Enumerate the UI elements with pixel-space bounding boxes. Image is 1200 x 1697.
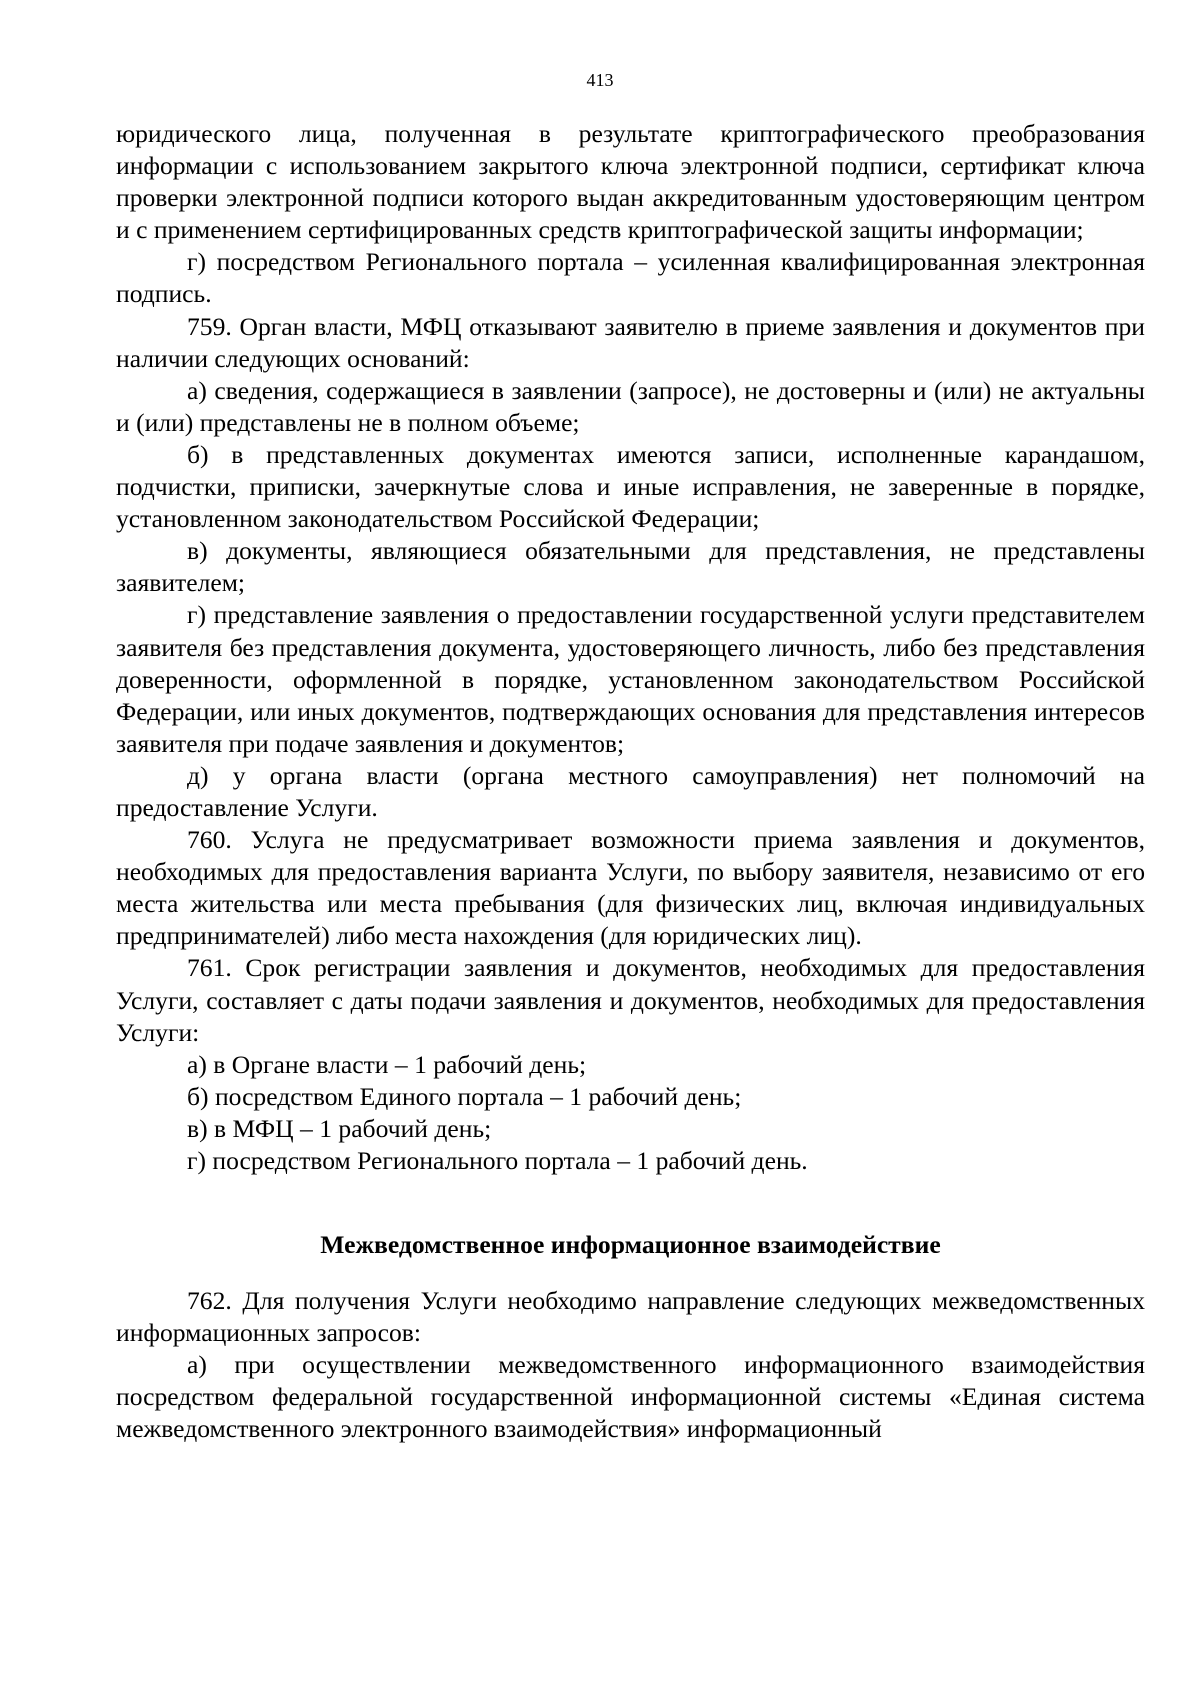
clause-761: 761. Срок регистрации заявления и документов, необходимых для предоставления Услуги, составляет с даты подачи заявления и документов, необходимых для предоставления Услуги: <box>116 953 1145 1047</box>
list-item-v-registration: в) в МФЦ – 1 рабочий день; <box>187 1113 492 1143</box>
list-item-a-interagency: а) при осуществлении межведомственного информационного взаимодействия посредством федеральной государственной информационной системы «Единая система межведомственного электронного взаимодействия» информационный <box>116 1350 1145 1444</box>
list-item-d: д) у органа власти (органа местного самоуправления) нет полномочий на предоставление Услуги. <box>116 760 1145 822</box>
clause-762: 762. Для получения Услуги необходимо направление следующих межведомственных информационных запросов: <box>116 1286 1145 1348</box>
list-item-g-registration: г) посредством Регионального портала – 1 рабочий день. <box>187 1146 808 1175</box>
clause-760: 760. Услуга не предусматривает возможности приема заявления и документов, необходимых для предоставления варианта Услуги, по выбору заявителя, независимо от его места жительства или места пребывания (для физических лиц, включая индивидуальных предпринимателей) либо места нахождения (для юридических лиц). <box>116 825 1145 951</box>
section-heading: Межведомственное информационное взаимодействие <box>320 1230 941 1260</box>
page-number: 413 <box>586 70 614 90</box>
document-body <box>116 118 1145 1446</box>
list-item-a-registration: а) в Органе власти – 1 рабочий день; <box>187 1049 587 1079</box>
list-item-g: г) представление заявления о предоставлении государственной услуги представителем заявителя без представления документа, удостоверяющего личность, либо без представления доверенности, оформленной в порядке, установленном законодательством Российской Федерации, или иных документов, подтверждающих основания для представления интересов заявителя при подаче заявления и документов; <box>116 600 1145 758</box>
clause-759: 759. Орган власти, МФЦ отказывают заявителю в приеме заявления и документов при наличии следующих оснований: <box>116 311 1145 373</box>
list-item-v: в) документы, являющиеся обязательными для представления, не представлены заявителем; <box>116 536 1145 598</box>
list-item-b-registration: б) посредством Единого портала – 1 рабочий день; <box>187 1081 742 1111</box>
paragraph-continuation: юридического лица, полученная в результате криптографического преобразования информации с использованием закрытого ключа электронной подписи, сертификат ключа проверки электронной подписи которого выдан аккредитованным удостоверяющим центром и с применением сертифицированных средств криптографической защиты информации; <box>116 119 1145 245</box>
list-item-b: б) в представленных документах имеются записи, исполненные карандашом, подчистки, приписки, зачеркнутые слова и иные исправления, не заверенные в порядке, установленном законодательством Российской Федерации; <box>116 439 1145 534</box>
list-item-a: а) сведения, содержащиеся в заявлении (запросе), не достоверны и (или) не актуальны и (или) представлены не в полном объеме; <box>116 375 1145 437</box>
list-item-g-signature: г) посредством Регионального портала – усиленная квалифицированная электронная подпись. <box>116 247 1145 309</box>
